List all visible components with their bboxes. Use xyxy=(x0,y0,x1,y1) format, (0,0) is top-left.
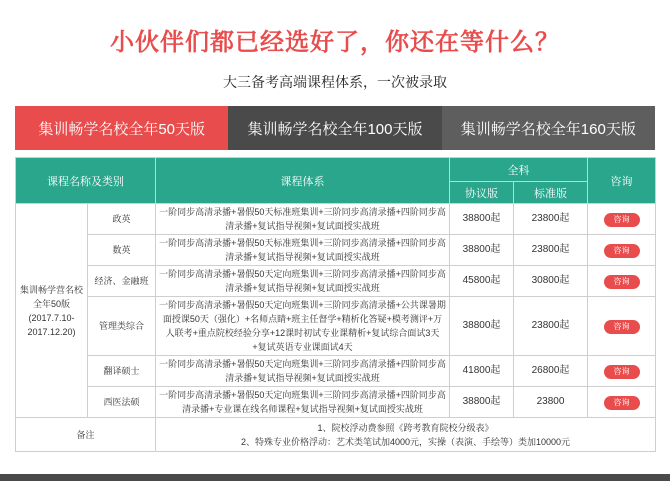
agreement-price: 38800起 xyxy=(450,204,514,235)
consult-button[interactable]: 咨询 xyxy=(604,396,640,410)
agreement-price: 38800起 xyxy=(450,235,514,266)
standard-price: 23800起 xyxy=(514,235,588,266)
agreement-price: 41800起 xyxy=(450,356,514,387)
notes-cell xyxy=(156,418,656,452)
table-row xyxy=(16,297,656,356)
header-course-name: 课程名称及类别 xyxy=(16,158,156,204)
table-row xyxy=(16,235,656,266)
notes-label: 备注 xyxy=(16,418,156,452)
plan-tabs xyxy=(15,106,655,150)
course-table xyxy=(15,157,656,452)
note-item: 1、院校浮动费参照《跨考教育院校分级表》 xyxy=(317,422,494,433)
consult-button[interactable]: 咨询 xyxy=(604,320,640,334)
page-headline: 小伙伴们都已经选好了，你还在等什么？ xyxy=(110,29,560,56)
table-row xyxy=(16,387,656,418)
category-cell: 经济、金融班 xyxy=(88,266,156,297)
agreement-price: 38800起 xyxy=(450,387,514,418)
tab-160-day-plan[interactable]: 集训畅学名校全年160天版 xyxy=(442,106,655,150)
standard-price: 23800起 xyxy=(514,297,588,356)
agreement-price: 45800起 xyxy=(450,266,514,297)
course-system-cell: 一阶同步高清录播+暑假50天定向班集训+三阶同步高清录播+四阶同步高清录播+专业课在线名师课程+复试指导视频+复试面授实战班 xyxy=(156,387,450,418)
category-cell: 翻译硕士 xyxy=(88,356,156,387)
standard-price: 30800起 xyxy=(514,266,588,297)
consult-cell xyxy=(588,387,656,418)
course-group-dates: (2017.7.10-2017.12.20) xyxy=(27,312,76,337)
consult-button[interactable]: 咨询 xyxy=(604,275,640,289)
course-system-cell: 一阶同步高清录播+暑假50天标准班集训+三阶同步高清录播+四阶同步高清录播+复试指导视频+复试面授实战班 xyxy=(156,204,450,235)
consult-cell xyxy=(588,297,656,356)
tab-100-day-plan[interactable]: 集训畅学名校全年100天版 xyxy=(228,106,441,150)
agreement-price: 38800起 xyxy=(450,297,514,356)
tab-50-day-plan[interactable]: 集训畅学名校全年50天版 xyxy=(15,106,228,150)
notes-row xyxy=(16,418,656,452)
standard-price: 23800起 xyxy=(514,204,588,235)
consult-cell xyxy=(588,235,656,266)
consult-cell xyxy=(588,266,656,297)
category-cell: 政英 xyxy=(88,204,156,235)
header-course-system: 课程体系 xyxy=(156,158,450,204)
footer-bar xyxy=(0,474,670,481)
header-all-subjects: 全科 xyxy=(450,158,588,182)
table-row xyxy=(16,204,656,235)
course-system-cell: 一阶同步高清录播+暑假50天定向班集训+三阶同步高清录播+公共课暑期面授课50天（强化）+名师点睛+班主任督学+精析化答疑+模考测评+万人联考+重点院校经验分享+12课时初试专业课精析+复试综合面试3天+复试英语专业课面试4天 xyxy=(156,297,450,356)
category-cell: 数英 xyxy=(88,235,156,266)
header-agreement-version: 协议版 xyxy=(450,182,514,204)
course-group-cell xyxy=(16,204,88,418)
header-consult: 咨询 xyxy=(588,158,656,204)
consult-button[interactable]: 咨询 xyxy=(604,213,640,227)
table-row xyxy=(16,356,656,387)
course-system-cell: 一阶同步高清录播+暑假50天定向班集训+三阶同步高清录播+四阶同步高清录播+复试指导视频+复试面授实战班 xyxy=(156,356,450,387)
consult-button[interactable]: 咨询 xyxy=(604,365,640,379)
category-cell: 管理类综合 xyxy=(88,297,156,356)
course-system-cell: 一阶同步高清录播+暑假50天定向班集训+三阶同步高清录播+四阶同步高清录播+复试指导视频+复试面授实战班 xyxy=(156,266,450,297)
note-item: 2、特殊专业价格浮动：艺术类笔试加4000元，实操（表演、手绘等）类加10000元 xyxy=(240,436,571,447)
page-subheadline: 大三备考高端课程体系，一次被录取 xyxy=(223,74,447,90)
course-group-name: 集训畅学营名校全年50版 xyxy=(19,284,83,309)
standard-price: 23800 xyxy=(514,387,588,418)
header-standard-version: 标准版 xyxy=(514,182,588,204)
standard-price: 26800起 xyxy=(514,356,588,387)
course-system-cell: 一阶同步高清录播+暑假50天标准班集训+三阶同步高清录播+四阶同步高清录播+复试指导视频+复试面授实战班 xyxy=(156,235,450,266)
consult-cell xyxy=(588,204,656,235)
consult-button[interactable]: 咨询 xyxy=(604,244,640,258)
category-cell: 西医法硕 xyxy=(88,387,156,418)
table-row xyxy=(16,266,656,297)
consult-cell xyxy=(588,356,656,387)
